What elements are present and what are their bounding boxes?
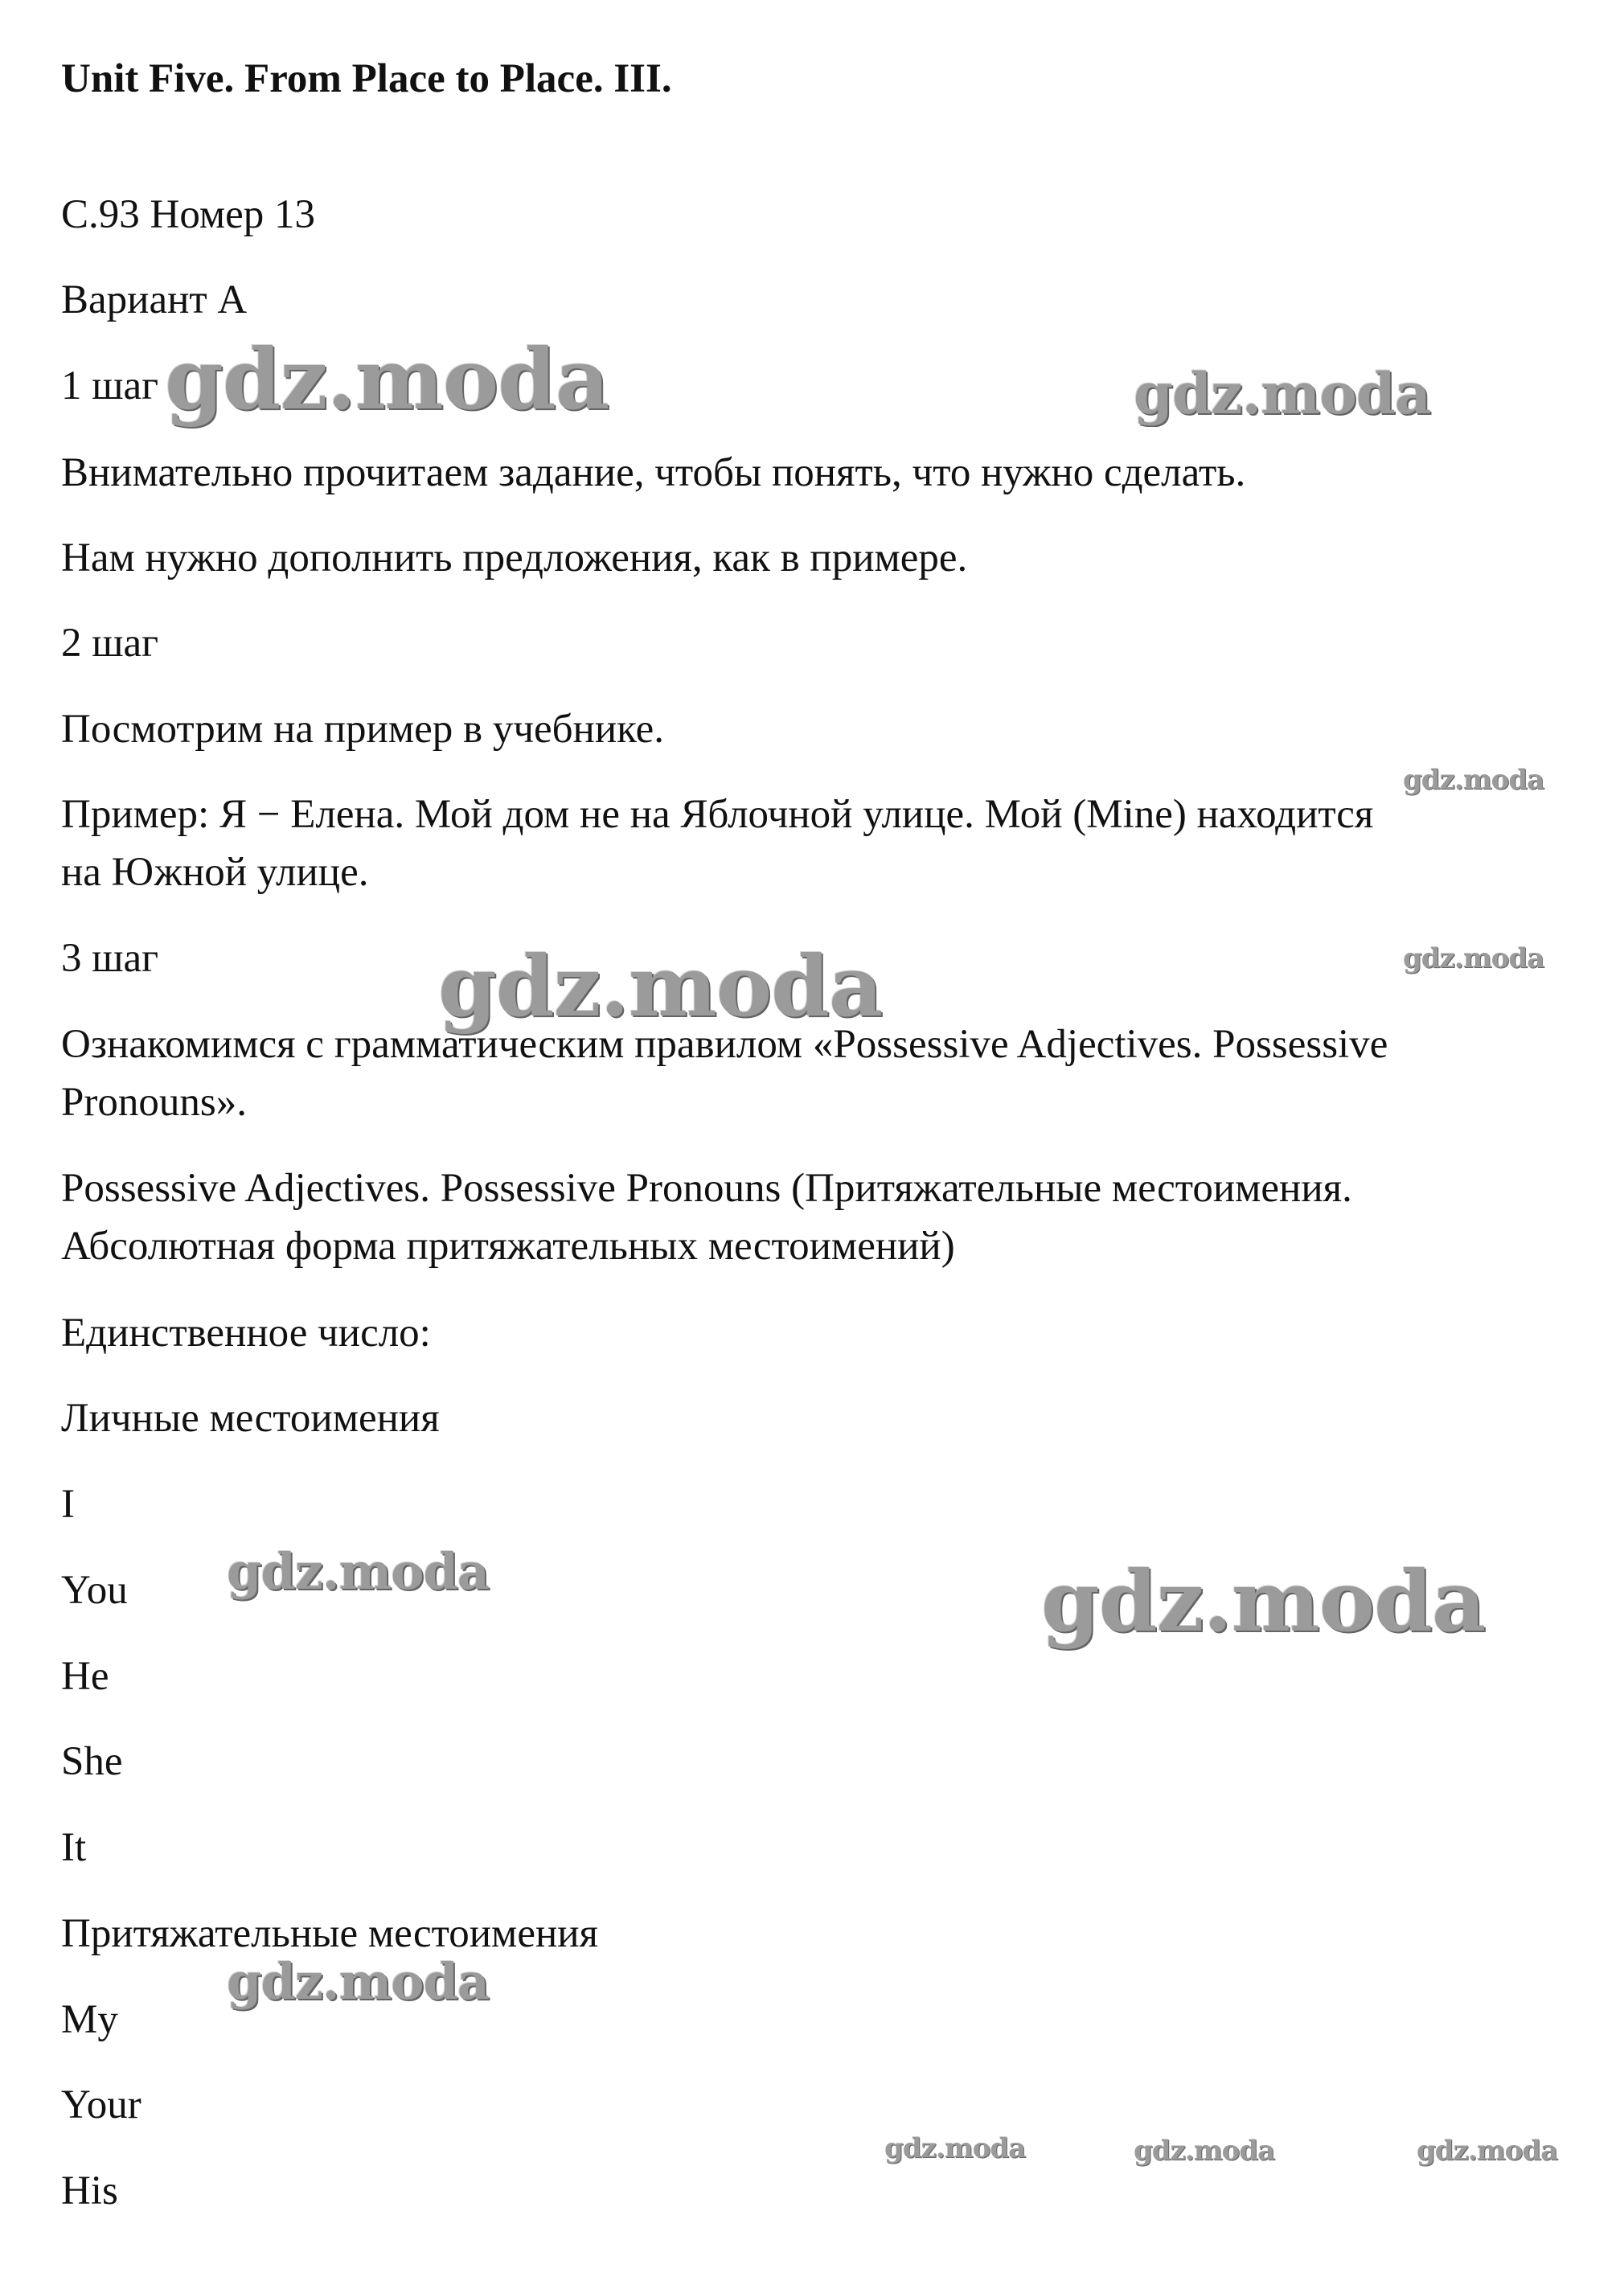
personal-pronoun: He [61,1654,109,1699]
watermark: gdz.moda [1134,2135,1275,2167]
personal-pronoun: She [61,1739,123,1784]
personal-pronouns-heading: Личные местоимения [61,1396,440,1441]
step-2-text: Посмотрим на пример в учебнике. [61,707,665,752]
step-3-heading: 3 шаг [61,936,159,981]
personal-pronoun: I [61,1482,75,1527]
rule-line-1: Possessive Adjectives. Possessive Pronouns (Притяжательные местоимения. [61,1166,1352,1211]
watermark: gdz.moda [1403,764,1544,796]
step-3-text-1: Ознакомимся с грамматическим правилом «Possessive Adjectives. Possessive [61,1022,1388,1067]
page-reference: С.93 Номер 13 [61,192,316,237]
possessive-pronoun: His [61,2168,118,2213]
possessive-pronouns-heading: Притяжательные местоимения [61,1911,599,1956]
watermark: gdz.moda [1134,360,1431,427]
singular-heading: Единственное число: [61,1311,431,1356]
step-3-text-2: Pronouns». [61,1080,247,1125]
watermark: gdz.moda [227,1952,489,2011]
possessive-pronoun: My [61,1997,118,2042]
rule-line-2: Абсолютная форма притяжательных местоимений) [61,1224,955,1269]
step-1-text-b: Нам нужно дополнить предложения, как в примере. [61,535,968,581]
personal-pronoun: You [61,1568,128,1613]
variant-label: Вариант А [61,277,248,322]
example-line-2: на Южной улице. [61,850,369,895]
possessive-pronoun: Your [61,2082,141,2127]
step-1-heading: 1 шаг [61,363,159,408]
watermark: gdz.moda [1403,942,1544,974]
watermark: gdz.moda [1417,2135,1558,2167]
personal-pronoun: It [61,1825,87,1870]
watermark: gdz.moda [1041,1552,1486,1651]
watermark: gdz.moda [884,2132,1026,2164]
step-1-text-a: Внимательно прочитаем задание, чтобы понять, что нужно сделать. [61,450,1246,495]
step-2-heading: 2 шаг [61,621,159,666]
example-line-1: Пример: Я − Елена. Мой дом не на Яблочной улице. Мой (Mine) находится [61,792,1374,837]
watermark: gdz.moda [227,1542,489,1601]
document-title: Unit Five. From Place to Place. III. [61,56,672,101]
watermark: gdz.moda [165,330,609,429]
watermark: gdz.moda [438,937,883,1036]
